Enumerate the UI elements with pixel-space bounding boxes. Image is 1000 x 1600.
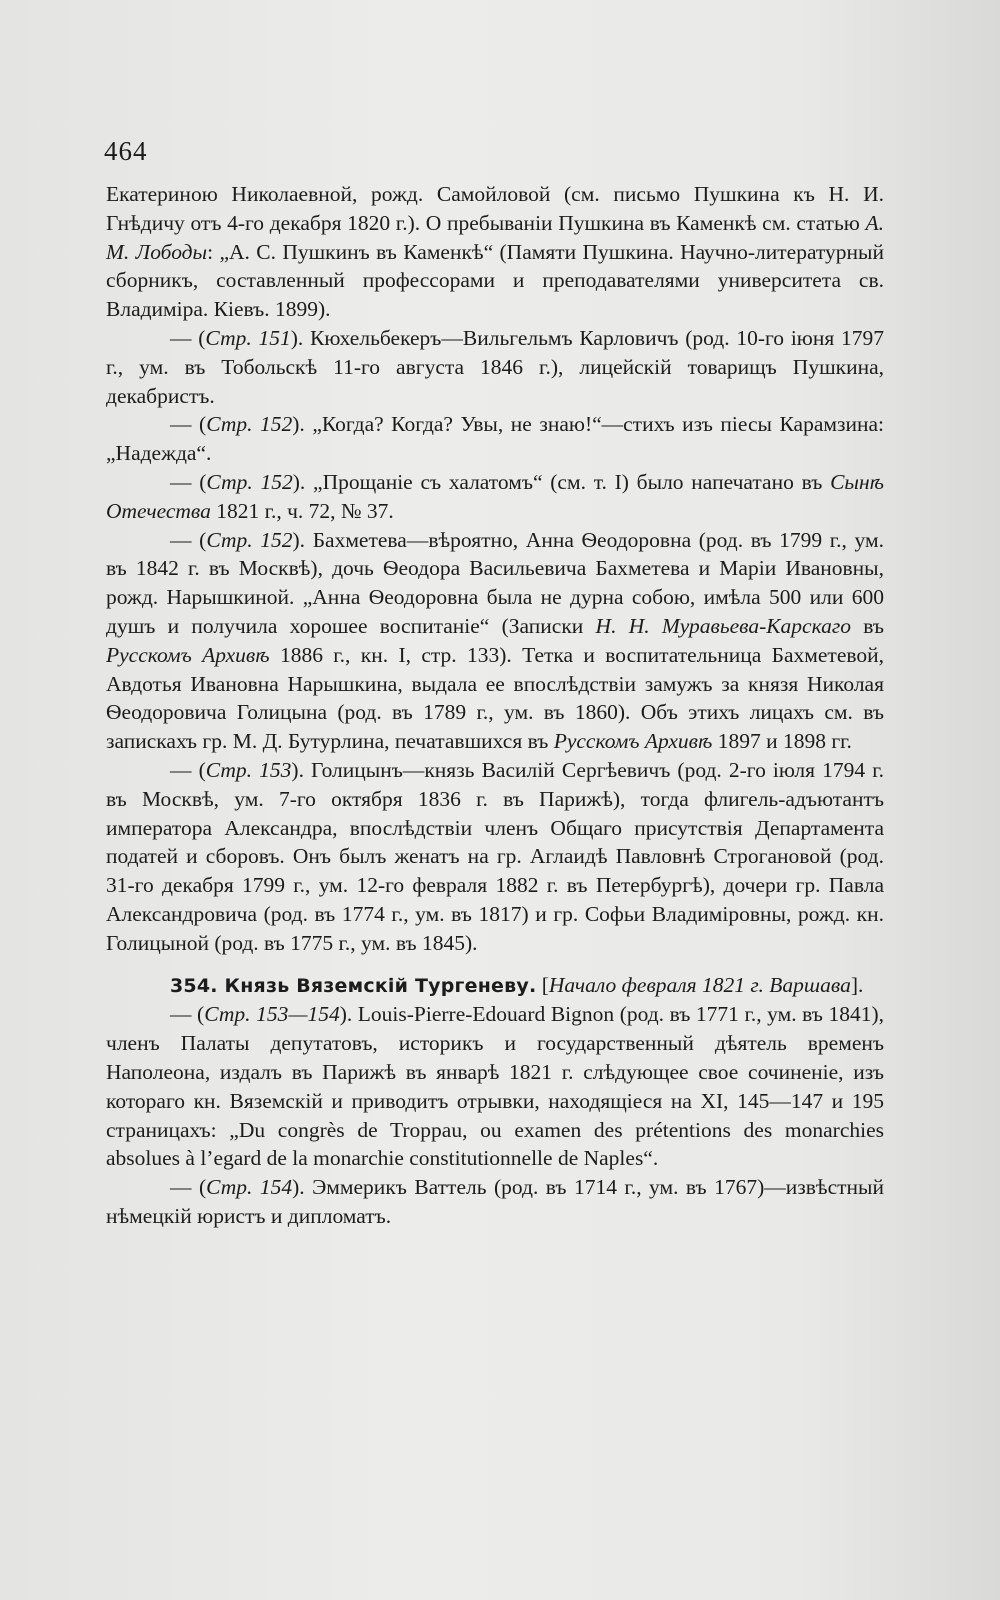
- text-run: 1821 г., ч. 72, № 37.: [210, 498, 394, 523]
- page-number: 464: [104, 136, 148, 166]
- paragraph: [106, 526, 884, 756]
- text-run: 1897 и 1898 гг.: [712, 729, 852, 754]
- italic-text: Стр. 153—154: [204, 1002, 340, 1027]
- paragraph: [106, 410, 884, 468]
- text-run: ). Бахметева—вѣроятно, Анна Ѳеодоровна (род. въ 1799 г., ум. въ 1842 г. въ Москвѣ), дочь Ѳеодора Васильевича Бахметева и Маріи Ивановны, рожд. Нарышкиной. „Анна Ѳеодоровна была не дурна собою, имѣла 500 или 600 душъ и получила хорошее воспитаніе“ (Записки: [106, 527, 885, 638]
- text-run: ). Louis-Pierre-Edouard Bignon (род. въ 1771 г., ум. въ 1841), членъ Палаты депутатовъ, историкъ и государственный дѣятель временъ Наполеона, издалъ въ Парижѣ въ январѣ 1821 г. слѣдующее свое сочиненіе, изъ котораго кн. Вяземскій и приводитъ отрывки, находящіеся на XI, 145—147 и 195 страницахъ: „Du congrès de Troppau, ou examen des prétentions des monarchies absolues à l’egard de la monarchie constitutionnelle de Naples“.: [106, 1002, 884, 1171]
- italic-text: Стр. 152: [206, 527, 293, 552]
- text-run: ). „Когда? Когда? Увы, не знаю!“—стихъ изъ піесы Карамзина: „Надежда“.: [106, 412, 885, 466]
- text-run: — (: [170, 1002, 205, 1027]
- text-run: ].: [850, 972, 864, 997]
- text-run: [: [536, 972, 549, 997]
- text-run: — (: [170, 1175, 207, 1200]
- italic-text: Русскомъ Архивѣ: [106, 642, 270, 667]
- paragraph: [106, 324, 884, 410]
- letter-heading: [106, 971, 884, 1001]
- letter-title: 354. Князь Вяземскій Тургеневу.: [170, 974, 537, 997]
- text-run: : „А. С. Пушкинъ въ Каменкѣ“ (Памяти Пушкина. Научно-литературный сборникъ, составленный профессорами и преподавателями университета св. Владиміра. Кіевъ. 1899).: [106, 239, 884, 322]
- paragraph: [106, 756, 884, 958]
- text-run: ). „Прощаніе съ халатомъ“ (см. т. I) было напечатано въ: [292, 469, 831, 494]
- text-run: — (: [170, 325, 206, 350]
- italic-text: Сынѣ Отечества: [106, 469, 884, 523]
- text-run: — (: [170, 412, 207, 437]
- italic-text: Русскомъ Архивѣ: [553, 729, 713, 754]
- text-run: ). Эммерикъ Ваттель (род. въ 1714 г., ум. въ 1767)—извѣстный нѣмецкій юристъ и дипломатъ.: [106, 1175, 884, 1228]
- italic-text: Стр. 153: [205, 757, 292, 782]
- text-run: Екатериною Николаевной, рожд. Самойловой (см. письмо Пушкина къ Н. И. Гнѣдичу отъ 4-го декабря 1820 г.). О пребываніи Пушкина въ Каменкѣ см. статью: [106, 182, 884, 235]
- italic-text: Стр. 151: [205, 325, 291, 350]
- italic-text: А. М. Лободы: [106, 210, 884, 264]
- italic-text: Н. Н. Муравьева-Карскаго: [595, 613, 852, 638]
- italic-text: Стр. 152: [206, 412, 293, 437]
- text-run: ). Кюхельбекеръ—Вильгельмъ Карловичъ (род. 10-го іюня 1797 г., ум. въ Тобольскѣ 11-го августа 1846 г.), лицейскій товарищъ Пушкина, декабристъ.: [106, 325, 885, 408]
- text-run: — (: [170, 527, 207, 552]
- italic-text: Начало февраля 1821 г. Варшава: [548, 972, 851, 997]
- text-run: — (: [170, 757, 206, 782]
- text-run: 1886 г., кн. I, стр. 133). Тетка и воспитательница Бахметевой, Авдотья Ивановна Нарышкина, выдала ее впослѣдствіи замужъ за князя Николая Ѳеодоровича Голицына (род. въ 1789 г., ум. въ 1860). Объ этихъ лицахъ см. въ запискахъ гр. М. Д. Бутурлина, печатавшихся въ: [106, 642, 885, 754]
- text-run: въ: [851, 613, 884, 638]
- paragraph: [106, 1173, 884, 1231]
- paragraph: [106, 1000, 884, 1173]
- italic-text: Стр. 154: [206, 1175, 293, 1200]
- page-text: [106, 180, 884, 1231]
- text-run: — (: [170, 469, 207, 494]
- paragraph: [106, 180, 884, 324]
- paragraph: [106, 468, 884, 526]
- italic-text: Стр. 152: [206, 469, 293, 494]
- text-run: ). Голицынъ—князь Василій Сергѣевичъ (род. 2-го іюля 1794 г. въ Москвѣ, ум. 7-го октября 1836 г. въ Парижѣ), тогда флигель-адъютантъ императора Александра, впослѣдствіи членъ Общаго присутствія Департамента податей и сборовъ. Онъ былъ женатъ на гр. Аглаидѣ Павловнѣ Строгановой (род. 31-го декабря 1799 г., ум. 12-го февраля 1882 г. въ Петербургѣ), дочери гр. Павла Александровича (род. въ 1774 г., ум. въ 1817) и гр. Софьи Владиміровны, рожд. кн. Голицыной (род. въ 1775 г., ум. въ 1845).: [106, 757, 884, 955]
